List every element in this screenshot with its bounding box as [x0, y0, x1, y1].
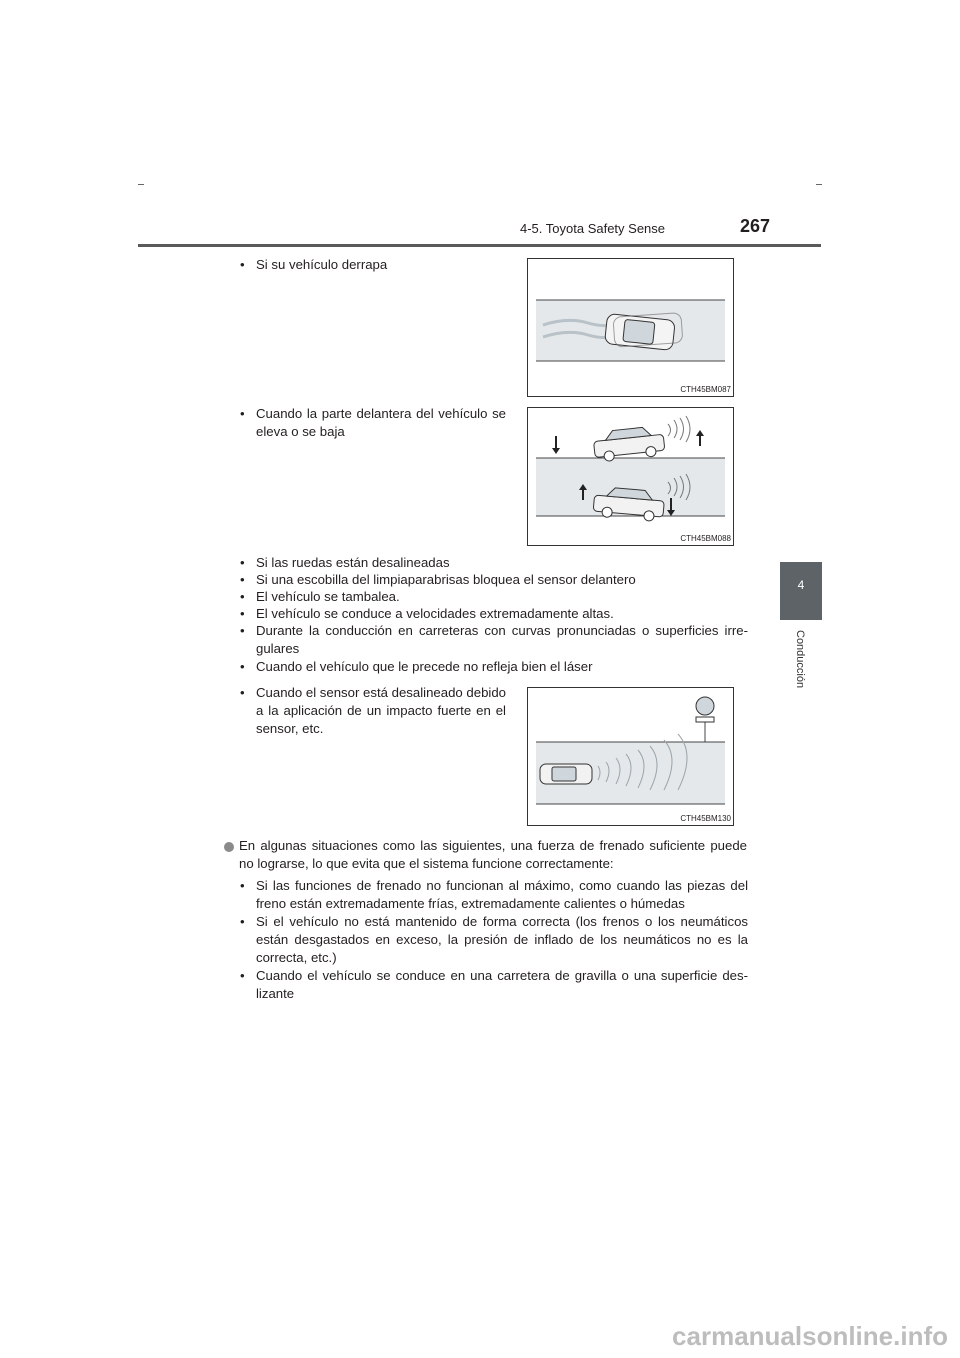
bullet-mark: •: [240, 572, 245, 587]
list-item-text: Si una escobilla del limpiaparabrisas bloquea el sensor delantero: [256, 572, 636, 587]
section-title: 4-5. Toyota Safety Sense: [520, 221, 666, 236]
list-item: [240, 967, 748, 1003]
figure-sensor: [527, 687, 734, 826]
bullet-mark: •: [240, 968, 245, 983]
bullet-mark: •: [240, 685, 245, 700]
list-item-text: El vehículo se conduce a velocidades extremadamente altas.: [256, 606, 614, 621]
figure-id: CTH45BM130: [680, 814, 731, 823]
crop-mark: [816, 184, 822, 185]
list-item-text: Cuando la parte delantera del vehículo se eleva o se baja: [256, 406, 506, 439]
page-number: 267: [740, 216, 771, 236]
list-item-text: Si las funciones de frenado no funcionan al máximo, como cuando las piezas del freno están extremadamente frías, extremadamente calientes o húmedas: [256, 878, 748, 911]
bullet-mark: •: [240, 555, 245, 570]
list-item: [240, 554, 748, 572]
list-item-text: Cuando el vehículo se conduce en una carretera de gravilla o una superficie des-lizante: [256, 968, 748, 1001]
bullet-mark: •: [240, 589, 245, 604]
figure-pitch: [527, 407, 734, 546]
figure-id: CTH45BM087: [680, 385, 731, 394]
list-item: [240, 622, 748, 658]
bullet-mark: •: [240, 914, 245, 929]
figure-skid: [527, 258, 734, 397]
bullet-mark: •: [240, 257, 245, 272]
list-item: [240, 605, 748, 623]
section-bullet-icon: [224, 842, 234, 852]
header-divider: [138, 244, 821, 247]
list-item-text: Si el vehículo no está mantenido de forma correcta (los frenos o los neumáticos están desgastados en exceso, la presión de inflado de los neumáticos no es la correcta, etc.): [256, 914, 748, 965]
bullet-mark: •: [240, 623, 245, 638]
crop-mark: [138, 184, 144, 185]
chapter-label: Conducción: [794, 630, 806, 689]
list-item: [240, 658, 748, 676]
figure-id: CTH45BM088: [680, 534, 731, 543]
list-item: [240, 877, 748, 913]
braking-intro: En algunas situaciones como las siguientes, una fuerza de frenado suficiente puede no lograrse, lo que evita que el sistema funcione correctamente:: [239, 838, 747, 871]
watermark: carmanualsonline.info: [672, 1321, 948, 1351]
list-item: [240, 588, 748, 606]
chapter-tab: [780, 562, 822, 620]
list-item-text: Durante la conducción en carreteras con curvas pronunciadas o superficies irre-gulares: [256, 623, 748, 656]
list-item: [240, 684, 506, 738]
bullet-mark: •: [240, 659, 245, 674]
bullet-mark: •: [240, 606, 245, 621]
skidding-car-illustration: [528, 259, 733, 396]
bullet-mark: •: [240, 406, 245, 421]
list-item-text: Cuando el sensor está desalineado debido a la aplicación de un impacto fuerte en el sensor, etc.: [256, 685, 507, 736]
chapter-number: 4: [797, 578, 805, 592]
list-item-text: El vehículo se tambalea.: [256, 589, 400, 604]
pitching-car-illustration: [528, 408, 733, 545]
list-item-text: Si las ruedas están desalineadas: [256, 555, 450, 570]
list-item-text: Cuando el vehículo que le precede no refleja bien el láser: [256, 659, 593, 674]
bullet-mark: •: [240, 878, 245, 893]
list-item-text: Si su vehículo derrapa: [256, 257, 388, 272]
list-item: [240, 256, 506, 274]
list-item: [240, 405, 506, 441]
list-item: [240, 913, 748, 967]
list-item: [240, 571, 748, 589]
sensor-misaligned-illustration: [528, 688, 733, 825]
